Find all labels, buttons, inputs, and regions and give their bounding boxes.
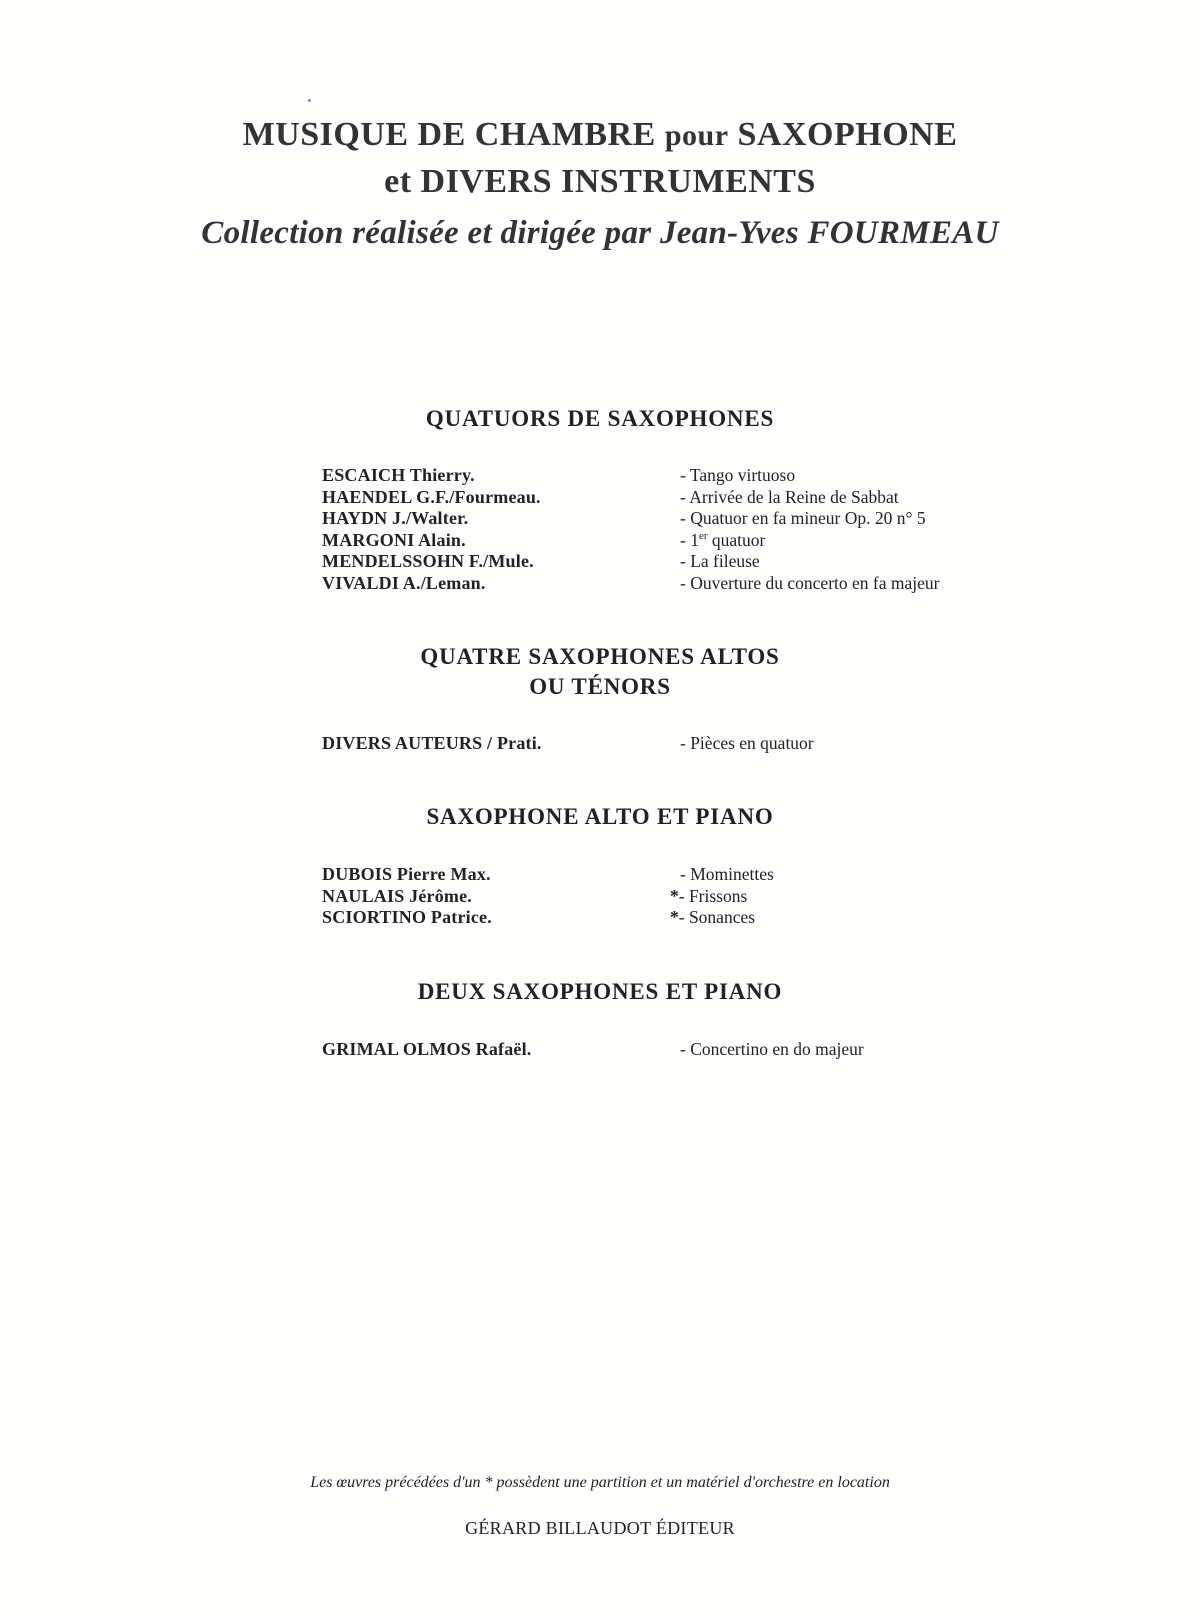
- section-heading-quatre-saxophones: [0, 642, 1200, 702]
- list-item: [0, 733, 1200, 755]
- publisher-name: GÉRARD BILLAUDOT ÉDITEUR: [465, 1518, 735, 1538]
- composer-name: GRIMAL OLMOS Rafaël.: [322, 1039, 532, 1059]
- title-line-1: [0, 112, 1200, 159]
- composer-name: MENDELSSOHN F./Mule.: [322, 551, 534, 571]
- composer-name: HAENDEL G.F./Fourmeau.: [322, 486, 541, 507]
- work-title: [670, 907, 755, 928]
- title-line-2: et DIVERS INSTRUMENTS: [384, 163, 816, 200]
- work-title: - Mominettes: [680, 864, 774, 884]
- work-title: - Concertino en do majeur: [680, 1039, 864, 1059]
- title-part-2: pour: [664, 119, 729, 152]
- composer-name: NAULAIS Jérôme.: [322, 885, 472, 906]
- list-item: [0, 487, 1200, 509]
- section-heading-line-1: QUATRE SAXOPHONES ALTOS: [420, 644, 780, 669]
- title-part-1: MUSIQUE DE CHAMBRE: [242, 116, 665, 153]
- list-item: [0, 573, 1200, 595]
- work-title: - Arrivée de la Reine de Sabbat: [680, 486, 899, 507]
- composer-name: DUBOIS Pierre Max.: [322, 864, 491, 884]
- section-heading-alto-piano: SAXOPHONE ALTO ET PIANO: [426, 804, 774, 829]
- scan-speck: [308, 99, 311, 102]
- work-superscript: er: [698, 529, 708, 542]
- work-title: - La fileuse: [680, 551, 760, 571]
- composer-name: DIVERS AUTEURS / Prati.: [322, 733, 542, 753]
- composer-name: SCIORTINO Patrice.: [322, 907, 492, 927]
- section-heading-deux-saxophones: DEUX SAXOPHONES ET PIANO: [417, 979, 783, 1004]
- work-text: - Frissons: [678, 885, 748, 906]
- work-prefix: - 1: [680, 529, 699, 550]
- composer-name: ESCAICH Thierry.: [322, 465, 475, 485]
- list-item: [0, 886, 1200, 908]
- work-title: [670, 886, 747, 907]
- title-part-3: SAXOPHONE: [728, 116, 958, 153]
- composer-name: VIVALDI A./Leman.: [322, 572, 486, 593]
- list-item: [0, 508, 1200, 530]
- asterisk-marker: *: [670, 907, 679, 927]
- composer-name: MARGONI Alain.: [322, 529, 466, 550]
- section-heading-line-2: OU TÉNORS: [529, 674, 671, 699]
- work-title: - Tango virtuoso: [680, 465, 796, 485]
- list-item: [0, 530, 1200, 552]
- work-text: - Sonances: [678, 907, 756, 927]
- list-item: [0, 1039, 1200, 1061]
- composer-name: HAYDN J./Walter.: [322, 508, 469, 528]
- list-item: [0, 907, 1200, 929]
- document-header: [0, 112, 1200, 252]
- work-title: - Ouverture du concerto en fa majeur: [680, 572, 940, 593]
- section-heading-quatuors: QUATUORS DE SAXOPHONES: [425, 406, 775, 431]
- work-suffix: quatuor: [707, 529, 766, 550]
- work-title: - Pièces en quatuor: [680, 733, 814, 753]
- entries-quatre-saxophones: [0, 733, 1200, 755]
- list-item: [0, 551, 1200, 573]
- list-item: [0, 864, 1200, 886]
- entries-alto-piano: [0, 864, 1200, 929]
- footnote: Les œuvres précédées d'un * possèdent une partition et un matériel d'orchestre en location: [310, 1474, 890, 1491]
- work-title: - Quatuor en fa mineur Op. 20 n° 5: [680, 508, 926, 528]
- collection-subtitle: Collection réalisée et dirigée par Jean-Yves FOURMEAU: [201, 215, 999, 251]
- list-item: [0, 465, 1200, 487]
- work-title: [680, 530, 765, 551]
- asterisk-marker: *: [670, 885, 679, 906]
- entries-deux-saxophones: [0, 1039, 1200, 1061]
- entries-quatuors: [0, 465, 1200, 594]
